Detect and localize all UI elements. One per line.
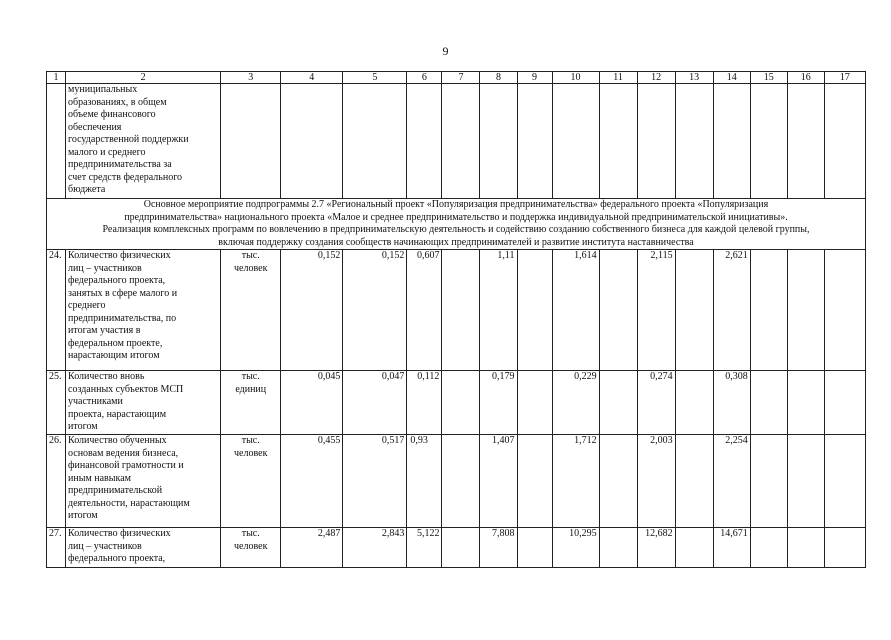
table-row — [47, 250, 866, 371]
row-number: 27. — [47, 528, 66, 568]
indicators-table — [46, 71, 866, 568]
header-cell: 9 — [517, 72, 552, 84]
value-cell: 0,93 — [407, 435, 442, 528]
header-cell: 4 — [281, 72, 343, 84]
value-cell: 0,152 — [343, 250, 407, 371]
header-cell: 12 — [637, 72, 675, 84]
value-cell: 0,308 — [713, 371, 750, 435]
unit-cell: тыс. человек — [221, 435, 281, 528]
value-cell: 2,003 — [637, 435, 675, 528]
header-cell: 3 — [221, 72, 281, 84]
indicator-name: Количество обученных основам ведения бизнеса, финансовой грамотности и иным навыкам предпринимательской деятельности, нарастающим итогом — [66, 435, 221, 528]
value-cell: 1,712 — [552, 435, 599, 528]
value-cell: 2,115 — [637, 250, 675, 371]
header-cell: 14 — [713, 72, 750, 84]
row-number: 25. — [47, 371, 66, 435]
value-cell: 1,614 — [552, 250, 599, 371]
table-row — [47, 528, 866, 568]
continued-row — [47, 84, 866, 199]
header-cell: 7 — [442, 72, 480, 84]
header-cell: 1 — [47, 72, 66, 84]
section-row — [47, 199, 866, 250]
value-cell: 0,152 — [281, 250, 343, 371]
header-cell: 2 — [66, 72, 221, 84]
value-cell: 0,112 — [407, 371, 442, 435]
header-cell: 6 — [407, 72, 442, 84]
value-cell: 0,607 — [407, 250, 442, 371]
value-cell: 12,682 — [637, 528, 675, 568]
value-cell: 0,274 — [637, 371, 675, 435]
value-cell: 0,179 — [480, 371, 517, 435]
header-row — [47, 72, 866, 84]
unit-cell: тыс. человек — [221, 250, 281, 371]
indicator-name: Количество физических лиц – участников федерального проекта, — [66, 528, 221, 568]
unit-cell: тыс. единиц — [221, 371, 281, 435]
value-cell: 2,621 — [713, 250, 750, 371]
header-cell: 5 — [343, 72, 407, 84]
indicator-name: Количество физических лиц – участников федерального проекта, занятых в сфере малого и среднего предпринимательства, по итогам участия в федеральном проекте, нарастающим итогом — [66, 250, 221, 371]
value-cell: 1,11 — [480, 250, 517, 371]
value-cell: 10,295 — [552, 528, 599, 568]
header-cell: 13 — [675, 72, 713, 84]
value-cell: 2,487 — [281, 528, 343, 568]
table-row — [47, 435, 866, 528]
table-row — [47, 371, 866, 435]
value-cell: 0,517 — [343, 435, 407, 528]
header-cell: 8 — [480, 72, 517, 84]
indicator-name: Количество вновь созданных субъектов МСП участниками проекта, нарастающим итогом — [66, 371, 221, 435]
value-cell: 14,671 — [713, 528, 750, 568]
page-number: 9 — [442, 44, 449, 58]
value-cell: 2,254 — [713, 435, 750, 528]
row-number: 26. — [47, 435, 66, 528]
row-number: 24. — [47, 250, 66, 371]
header-cell: 16 — [787, 72, 824, 84]
value-cell: 0,455 — [281, 435, 343, 528]
header-cell: 10 — [552, 72, 599, 84]
indicator-name: муниципальных образованиях, в общем объеме финансового обеспечения государственной поддержки малого и среднего предпринимательства за счет средств федерального бюджета — [66, 84, 221, 199]
unit-cell: тыс. человек — [221, 528, 281, 568]
header-cell: 17 — [824, 72, 865, 84]
value-cell: 5,122 — [407, 528, 442, 568]
value-cell: 0,045 — [281, 371, 343, 435]
header-cell: 11 — [599, 72, 637, 84]
header-cell: 15 — [750, 72, 787, 84]
value-cell: 1,407 — [480, 435, 517, 528]
value-cell: 2,843 — [343, 528, 407, 568]
value-cell: 0,229 — [552, 371, 599, 435]
value-cell: 7,808 — [480, 528, 517, 568]
section-heading: Основное мероприятие подпрограммы 2.7 «Региональный проект «Популяризация предпринимательства» федерального проекта «Популяризация предпринимательства» национального проекта «Малое и среднее предпринимательство и поддержка индивидуальной предпринимательской инициативы». Реализация комплексных программ по вовлечению в предпринимательскую деятельность и содействию созданию собственного бизнеса для каждой целевой группы, включая поддержку создания сообществ начинающих предпринимателей и развитие института наставничества — [47, 199, 866, 250]
value-cell: 0,047 — [343, 371, 407, 435]
